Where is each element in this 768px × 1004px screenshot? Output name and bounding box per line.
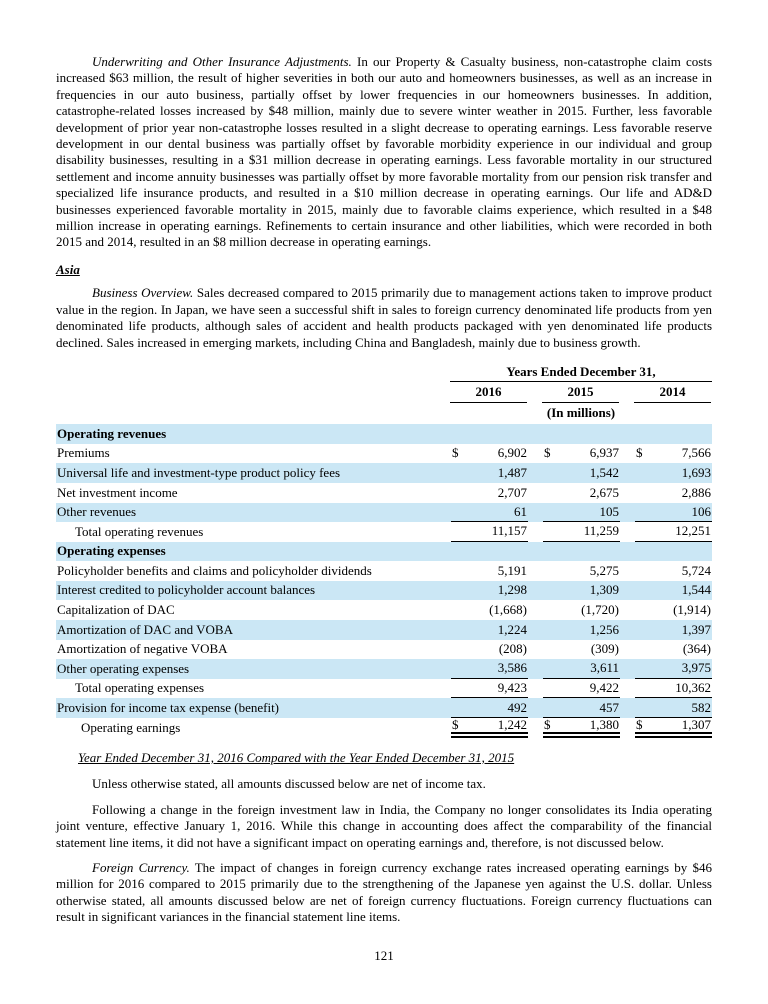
- paragraph-lead-in: Foreign Currency.: [92, 860, 190, 876]
- row-label: Total operating revenues: [75, 523, 204, 539]
- table-year-columns: [435, 384, 712, 402]
- table-row: [56, 463, 712, 483]
- cell-value: 2,886: [681, 484, 711, 500]
- value-cell-empty: [635, 542, 712, 562]
- value-cell: [543, 463, 620, 483]
- value-cell: [635, 659, 712, 679]
- value-cell: [635, 503, 712, 523]
- table-row: [56, 698, 712, 718]
- paragraph-body-text: The impact of changes in foreign currency exchange rates increased operating earnings by $46 million for 2016 compared to 2015 primarily due to the strengthening of the Japanese yen against the U.S. dollar. Unless otherwise stated, all amounts discussed below are net of foreign currency fluctuations. Foreign currency fluctuations can result in significant variances in the financial statement line items.: [56, 860, 712, 925]
- cell-value: (1,914): [673, 602, 711, 618]
- paragraph-body-text: In our Property & Casualty business, non-catastrophe claim costs increased $63 million, the result of higher severities in both our auto and homeowners businesses, as well as an increase in frequencies in our auto business, partially offset by lower frequencies in our homeowners businesses. In addition, catastrophe-related losses increased by $48 million, mainly due to severe winter weather in 2015. Further, less favorable development of prior year non-catastrophe losses resulted in a slight decrease to operating earnings. Less favorable reserve development in our dental business was partially offset by favorable morbidity experience in our individual and group disability businesses, resulting in a $31 million decrease in operating earnings. Less favorable mortality in our structured settlement and income annuity businesses was partially offset by more favorable mortality from our pension risk transfer and specialized life insurance products, and resulted in a $10 million decrease in operating earnings. Our life and AD&D businesses experienced favorable mortality in 2015, mainly due to favorable claims experience, which resulted in a $48 million increase in operating earnings. Refinements to certain insurance and other liabilities, which were recorded in both 2015 and 2014, resulted in an $8 million decrease in operating earnings.: [56, 54, 713, 250]
- cell-value: 1,487: [497, 464, 527, 480]
- value-cell: [543, 698, 620, 718]
- value-cell: [543, 483, 620, 503]
- dollar-sign: $: [452, 716, 459, 732]
- cell-value: (208): [498, 641, 527, 657]
- cell-value: 1,256: [589, 621, 619, 637]
- value-cell: [543, 640, 620, 660]
- column-header-2015: 2015: [542, 384, 619, 402]
- table-row: [56, 444, 712, 464]
- table-title: Years Ended December 31,: [450, 364, 712, 382]
- value-cell-empty: [451, 542, 528, 562]
- value-cell: [543, 581, 620, 601]
- row-label: Operating earnings: [81, 719, 181, 735]
- value-cell: [451, 640, 528, 660]
- dollar-sign: $: [636, 445, 643, 461]
- value-cell: [451, 444, 528, 464]
- value-cell: [451, 679, 528, 699]
- value-cell: [451, 600, 528, 620]
- value-cell: [451, 522, 528, 542]
- cell-value: 1,307: [681, 716, 711, 732]
- cell-value: (364): [682, 641, 711, 657]
- cell-value: 10,362: [675, 679, 711, 695]
- value-cell: [543, 522, 620, 542]
- cell-value: 1,298: [497, 582, 527, 598]
- cell-value: 12,251: [675, 523, 711, 539]
- value-cell: [543, 679, 620, 699]
- table-row: [56, 640, 712, 660]
- paragraph-foreign-currency: [56, 860, 712, 926]
- cell-value: 3,975: [681, 660, 711, 676]
- cell-value: 1,224: [497, 621, 527, 637]
- table-units-label: (In millions): [546, 404, 616, 420]
- row-label: Net investment income: [57, 484, 178, 500]
- cell-value: 106: [691, 503, 711, 519]
- paragraph-body-text: Sales decreased compared to 2015 primarily due to management actions taken to improve product value in the region. In Japan, we have seen a successful shift in sales to foreign currency denominated life products from yen denominated life products, although sales of accident and health products packaged with yen denominated life products declined. Sales increased in emerging markets, including China and Bangladesh, mainly due to business growth.: [56, 285, 712, 350]
- cell-value: 3,611: [590, 660, 619, 676]
- value-cell: [543, 444, 620, 464]
- dollar-sign: $: [452, 445, 459, 461]
- cell-value: 105: [599, 503, 619, 519]
- value-cell: [543, 561, 620, 581]
- row-label: Other operating expenses: [57, 660, 190, 676]
- value-cell: [543, 620, 620, 640]
- table-header: [435, 364, 712, 421]
- cell-value: 2,707: [497, 484, 527, 500]
- value-cell: [451, 698, 528, 718]
- row-label: Policyholder benefits and claims and policyholder dividends: [57, 562, 372, 578]
- row-label: Premiums: [57, 445, 110, 461]
- value-cell: [635, 620, 712, 640]
- value-cell: [635, 640, 712, 660]
- dollar-sign: $: [636, 716, 643, 732]
- row-label: Capitalization of DAC: [57, 602, 175, 618]
- cell-value: 5,724: [681, 562, 711, 578]
- row-label: Provision for income tax expense (benefit): [57, 700, 280, 716]
- value-cell: [451, 581, 528, 601]
- dollar-sign: $: [544, 716, 551, 732]
- column-header-2014: 2014: [634, 384, 711, 402]
- row-label: Operating revenues: [57, 425, 167, 441]
- value-cell-empty: [635, 424, 712, 444]
- cell-value: 1,397: [681, 621, 711, 637]
- value-cell: [635, 698, 712, 718]
- value-cell: [635, 561, 712, 581]
- value-cell-empty: [543, 424, 620, 444]
- cell-value: 1,242: [497, 716, 527, 732]
- cell-value: 1,544: [681, 582, 711, 598]
- value-cell: [543, 503, 620, 523]
- section-heading-year-comparison: Year Ended December 31, 2016 Compared with the Year Ended December 31, 2015: [78, 750, 515, 766]
- value-cell-empty: [543, 542, 620, 562]
- value-cell: [635, 600, 712, 620]
- value-cell: [635, 581, 712, 601]
- value-cell: [635, 463, 712, 483]
- cell-value: 11,157: [491, 523, 527, 539]
- value-cell: [451, 463, 528, 483]
- cell-value: (1,668): [489, 602, 527, 618]
- value-cell: [451, 718, 528, 738]
- table-row: [56, 503, 712, 523]
- value-cell: [635, 444, 712, 464]
- cell-value: 1,542: [589, 464, 619, 480]
- column-header-2016: 2016: [450, 384, 527, 402]
- value-cell: [451, 659, 528, 679]
- paragraph-lead-in: Underwriting and Other Insurance Adjustments.: [92, 54, 352, 69]
- cell-value: 2,675: [589, 484, 619, 500]
- value-cell: [451, 620, 528, 640]
- table-row: [56, 679, 712, 699]
- cell-value: 457: [599, 699, 619, 715]
- cell-value: 9,422: [589, 679, 619, 695]
- value-cell: [543, 659, 620, 679]
- cell-value: 492: [507, 699, 527, 715]
- value-cell: [635, 718, 712, 738]
- table-row: [56, 483, 712, 503]
- row-label: Operating expenses: [57, 543, 166, 559]
- row-label: Amortization of negative VOBA: [57, 641, 228, 657]
- value-cell-empty: [451, 424, 528, 444]
- table-row: [56, 542, 712, 562]
- value-cell: [543, 600, 620, 620]
- table-row: [56, 561, 712, 581]
- value-cell: [451, 503, 528, 523]
- paragraph-net-of-tax: Unless otherwise stated, all amounts discussed below are net of income tax.: [92, 776, 486, 792]
- page-number: 121: [374, 947, 394, 963]
- cell-value: 582: [691, 699, 711, 715]
- cell-value: 9,423: [497, 679, 527, 695]
- table-row: [56, 659, 712, 679]
- cell-value: 7,566: [681, 445, 711, 461]
- paragraph-business-overview: [56, 285, 712, 351]
- cell-value: 11,259: [583, 523, 619, 539]
- cell-value: (1,720): [581, 602, 619, 618]
- cell-value: 5,275: [589, 562, 619, 578]
- cell-value: 1,693: [681, 464, 711, 480]
- paragraph-india: Following a change in the foreign investment law in India, the Company no longer consolidates its India operating joint venture, effective January 1, 2016. While this change in accounting does affect the comparability of the financial statement line items, it did not have a significant impact on operating earnings and, therefore, is not discussed below.: [56, 801, 712, 850]
- table-row: [56, 424, 712, 444]
- cell-value: (309): [590, 641, 619, 657]
- section-heading-asia: Asia: [56, 261, 80, 277]
- value-cell: [635, 679, 712, 699]
- table-row: [56, 581, 712, 601]
- cell-value: 6,937: [589, 445, 619, 461]
- cell-value: 3,586: [497, 660, 527, 676]
- cell-value: 5,191: [497, 562, 527, 578]
- value-cell: [635, 483, 712, 503]
- paragraph-lead-in: Business Overview.: [92, 285, 194, 301]
- financial-table: [56, 364, 712, 739]
- table-row: [56, 522, 712, 542]
- table-row: [56, 718, 712, 739]
- value-cell: [543, 718, 620, 738]
- paragraph-underwriting: [56, 54, 712, 251]
- value-cell: [635, 522, 712, 542]
- table-row: [56, 620, 712, 640]
- dollar-sign: $: [544, 445, 551, 461]
- cell-value: 1,309: [589, 582, 619, 598]
- table-row: [56, 600, 712, 620]
- value-cell: [451, 561, 528, 581]
- table-body: [56, 424, 712, 739]
- cell-value: 61: [514, 503, 527, 519]
- value-cell: [451, 483, 528, 503]
- row-label: Total operating expenses: [75, 680, 205, 696]
- row-label: Other revenues: [57, 504, 137, 520]
- row-label: Amortization of DAC and VOBA: [57, 621, 233, 637]
- cell-value: 6,902: [497, 445, 527, 461]
- cell-value: 1,380: [589, 716, 619, 732]
- row-label: Universal life and investment-type product policy fees: [57, 464, 341, 480]
- row-label: Interest credited to policyholder account balances: [57, 582, 316, 598]
